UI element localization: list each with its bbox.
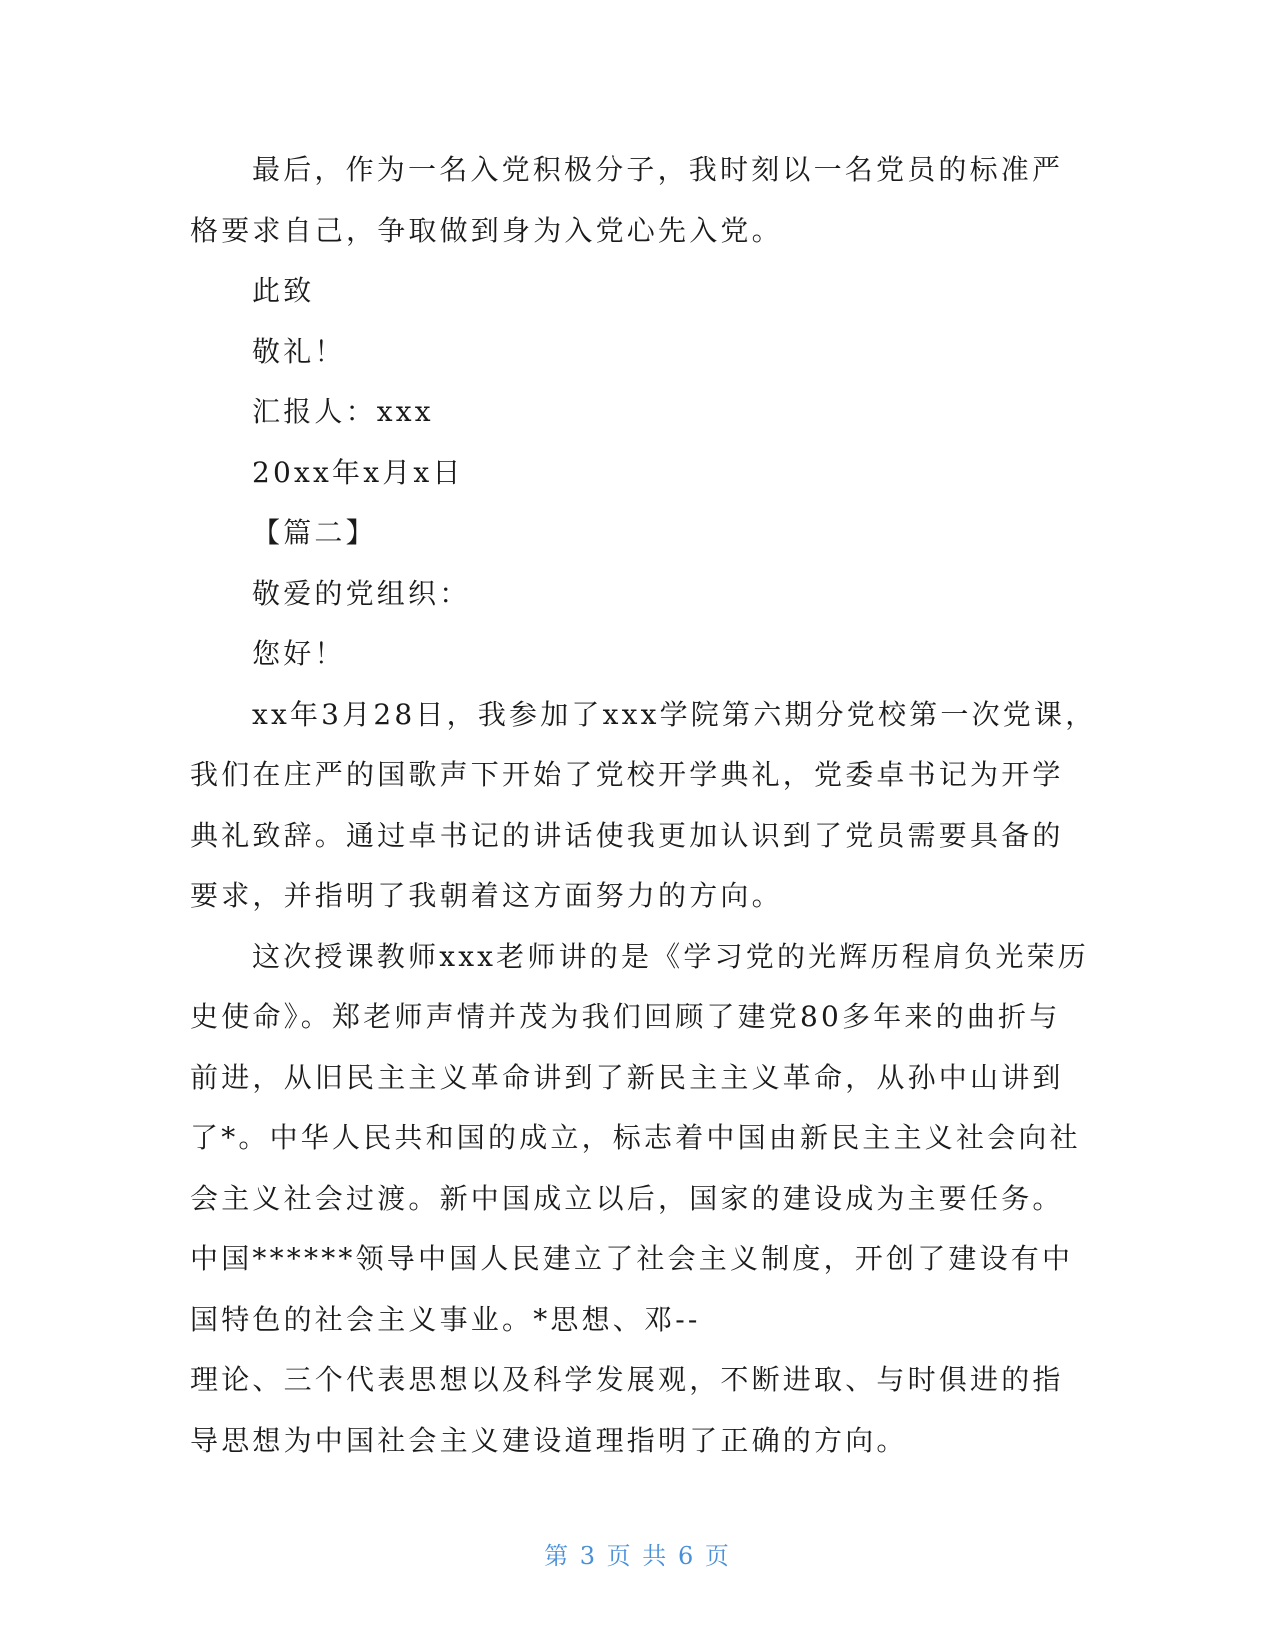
report-date: 20xx年x月x日	[252, 455, 464, 489]
paragraph-line: xx年3月28日，我参加了xxx学院第六期分党校第一次党课，	[252, 697, 1097, 731]
paragraph-line: 导思想为中国社会主义建设道理指明了正确的方向。	[190, 1423, 908, 1457]
paragraph-line: 了*。中华人民共和国的成立，标志着中国由新民主主义社会向社	[190, 1121, 1081, 1154]
paragraph-line: 格要求自己，争取做到身为入党心先入党。	[190, 213, 783, 247]
paragraph-line: 最后，作为一名入党积极分子，我时刻以一名党员的标准严	[252, 153, 1064, 186]
paragraph-line: 史使命》。郑老师声情并茂为我们回顾了建党80多年来的曲折与	[190, 1000, 1061, 1033]
greeting: 您好！	[252, 637, 346, 670]
document-body	[190, 140, 1097, 1471]
greeting-recipient: 敬爱的党组织：	[252, 576, 471, 610]
paragraph-line: 前进，从旧民主主义革命讲到了新民主主义革命，从孙中山讲到	[190, 1060, 1064, 1094]
paragraph-line: 要求，并指明了我朝着这方面努力的方向。	[190, 879, 783, 912]
paragraph-line: 这次授课教师xxx老师讲的是《学习党的光辉历程肩负光荣历	[252, 939, 1089, 973]
closing-salutation: 此致	[252, 274, 315, 307]
paragraph-line: 我们在庄严的国歌声下开始了党校开学典礼，党委卓书记为开学	[190, 758, 1064, 791]
paragraph-line: 会主义社会过渡。新中国成立以后，国家的建设成为主要任务。	[190, 1181, 1064, 1215]
page-number-footer: 第 3 页 共 6 页	[544, 1542, 731, 1570]
paragraph-line: 中国******领导中国人民建立了社会主义制度，开创了建设有中	[190, 1242, 1074, 1275]
section-heading: 【篇二】	[252, 516, 377, 549]
closing-regards: 敬礼！	[252, 334, 346, 368]
paragraph-line: 国特色的社会主义事业。*思想、邓--	[190, 1302, 701, 1336]
reporter-name: 汇报人：xxx	[252, 395, 434, 428]
paragraph-line: 典礼致辞。通过卓书记的讲话使我更加认识到了党员需要具备的	[190, 818, 1064, 852]
paragraph-line: 理论、三个代表思想以及科学发展观，不断进取、与时俱进的指	[190, 1363, 1064, 1396]
